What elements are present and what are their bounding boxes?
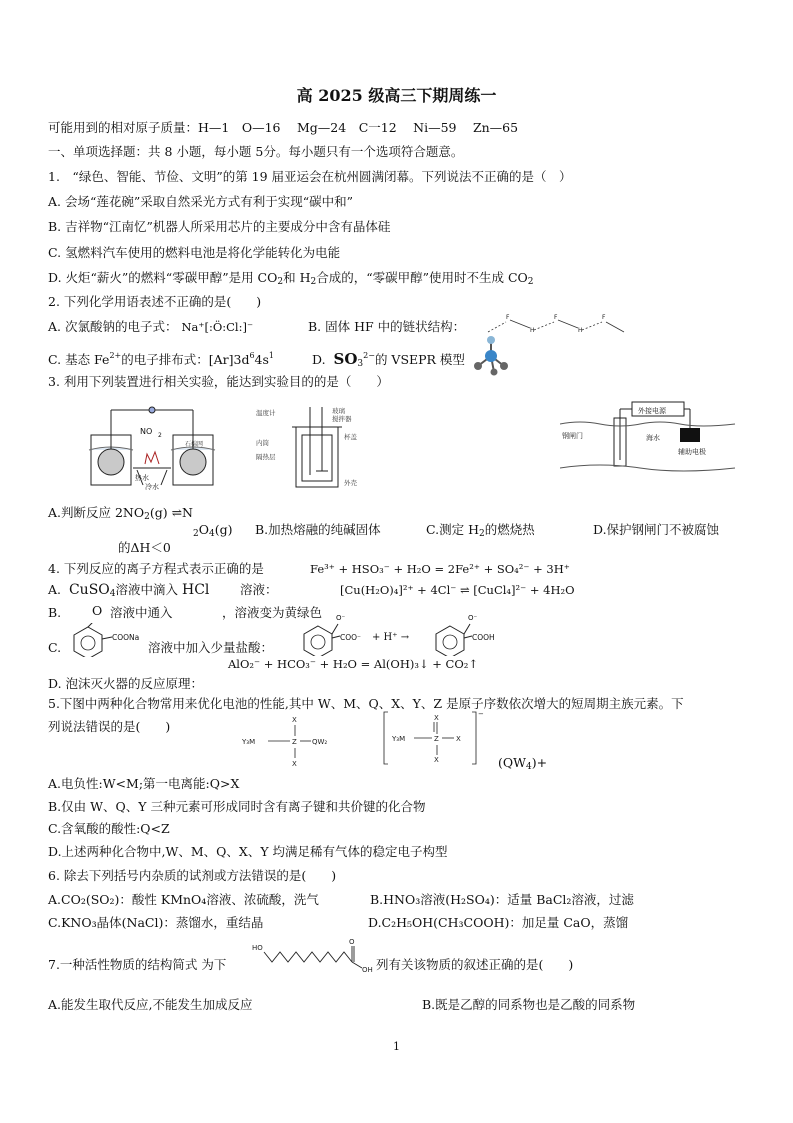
q2-option-d: D. $SO_3^{2-}$的 VSEPR 模型 (312, 350, 465, 369)
q4-option-b-o: O (92, 603, 103, 618)
s1-x-top: X (292, 716, 297, 724)
q4-option-a-equation: [Cu(H₂O)₄]²⁺ + 4Cl⁻ ⇌ [CuCl₄]²⁻ + 4H₂O (340, 583, 575, 597)
fig1-cold: 冷水 (145, 483, 159, 490)
page-title: 高 2025 级高三下期周练一 (296, 86, 497, 105)
c-coona-label: COONa (112, 633, 140, 642)
hf-f1: F (506, 314, 510, 321)
s1-x-bottom: X (292, 760, 297, 768)
q6-option-b: B.HNO₃溶液(H₂SO₄)：适量 BaCl₂溶液，过滤 (370, 892, 634, 907)
q3-option-a-end: $_2O_4(g)$ (193, 522, 233, 539)
s2-x-top: X (434, 714, 439, 722)
q1-option-c: C. 氢燃料汽车使用的燃料电池是将化学能转化为电能 (48, 245, 341, 260)
s2-x-bottom: X (434, 756, 439, 764)
q4-option-a: A. CuSO$_4$溶液中滴入 HCl (48, 582, 210, 599)
q4-option-d: D. 泡沫灭火器的反应原理： (48, 676, 204, 691)
fig3-gate: 钢闸门 (562, 432, 583, 440)
q7-stem-pre: 7.一种活性物质的结构简式 为下 (48, 957, 227, 972)
hf-f2: F (554, 314, 558, 321)
q4-stem-equation: Fe³⁺ + HSO₃⁻ + H₂O = 2Fe²⁺ + SO₄²⁻ + 3H⁺ (310, 562, 570, 576)
reactant-o-minus: O⁻ (336, 614, 346, 622)
fig2-lid: 杯盖 (344, 433, 357, 441)
q5-structure-1 (238, 712, 348, 770)
q7-option-b: B.既是乙醇的同系物也是乙酸的同系物 (422, 997, 636, 1012)
q2-option-a: A. 次氯酸钠的电子式： Na⁺[:Ö:Cl:]⁻ (48, 319, 254, 334)
reactant-structure (298, 610, 370, 656)
q5-option-b: B.仅由 W、Q、Y 三种元素可形成同时含有离子键和共价键的化合物 (48, 799, 426, 814)
s2-z: Z (434, 735, 439, 743)
cathodic-protection-apparatus (560, 398, 740, 473)
q2-option-c: C. 基态 $Fe^{2+}$的电子排布式：$[Ar]3d^64s^1$ (48, 351, 275, 367)
q2-stem: 2. 下列化学用语表述不正确的是( ) (48, 294, 262, 309)
product-structure (430, 610, 502, 656)
fig2-thermo: 温度计 (256, 409, 276, 417)
q4-option-c-mid: 溶液中加入少量盐酸： (148, 640, 274, 655)
q5-structure-2 (380, 708, 490, 768)
q5-option-a: A.电负性:W<M;第一电离能:Q>X (48, 776, 240, 791)
q7-stem-post: 列有关该物质的叙述正确的是( ) (376, 957, 574, 972)
q5-stem-1: 5.下图中两种化合物常用来优化电池的性能,其中 W、M、Q、X、Y、Z 是原子序数依次增大的短周期主族元素。下 (48, 696, 684, 711)
fig1-mesh: 石棉网 (185, 441, 204, 448)
hf-f3: F (602, 314, 606, 321)
q3-option-c: C.测定 $H_2$的燃烧热 (426, 522, 535, 539)
sodium-phenolate-benzoate-structure (68, 623, 140, 657)
fig2-glass: 玻璃 (332, 407, 345, 415)
fig3-power: 外接电源 (638, 407, 666, 415)
reactant-coo: COO⁻ (340, 633, 362, 642)
q4-option-b-mid: 溶液中通入 (110, 605, 173, 620)
q7-ho: HO (252, 944, 263, 952)
q4-option-a-post: 溶液： (240, 582, 278, 597)
s2-y3m: Y₃M (392, 735, 406, 743)
fig3-aux: 辅助电极 (678, 448, 706, 456)
q1-option-a: A. 会场“莲花碗”采取自然采光方式有利于实现“碳中和” (48, 194, 354, 209)
fig1-no2-label: NO (140, 427, 153, 436)
q1-option-d: D. 火炬“薪火”的燃料“零碳甲醇”是用 $CO_2$和 $H_2$合成的，“零碳甲醇”使用时不生成 $CO_2$ (48, 270, 534, 287)
q4-stem: 4. 下列反应的离子方程式表示正确的是 (48, 561, 264, 576)
s1-qw2: QW₂ (312, 738, 328, 746)
q5-stem-2: 列说法错误的是( ) (48, 719, 171, 734)
q3-option-a: A.判断反应 $2NO_2(g)$ ⇌N (48, 505, 193, 522)
q4-option-c-arrow: + H⁺ → (372, 632, 410, 643)
fig1-no2-sub: 2 (158, 432, 162, 439)
no2-equilibrium-apparatus (85, 400, 220, 490)
q2-option-b: B. 固体 HF 中的链状结构： (308, 319, 466, 334)
q1-stem: 1. “绿色、智能、节俭、文明”的第 19 届亚运会在杭州圆满闭幕。下列说法不正确的是（ ） (48, 169, 572, 184)
atomic-masses: 可能用到的相对原子质量：H—1 O—16 Mg—24 C一12 Ni—59 Zn—65 (48, 120, 519, 135)
q7-option-a: A.能发生取代反应,不能发生加成反应 (48, 997, 253, 1012)
q5-qw4: $(QW_4)+$ (498, 755, 548, 772)
fig2-insul: 隔热层 (256, 453, 276, 461)
page-number: 1 (393, 1040, 400, 1053)
fig1-hot: 热水 (135, 474, 149, 482)
q6-stem: 6. 除去下列括号内杂质的试剂或方法错误的是( ) (48, 868, 337, 883)
q4-option-b: B. (48, 605, 62, 620)
vsepr-model-figure (472, 336, 510, 376)
section-heading: 一、单项选择题：共 8 小题，每小题 5分。每小题只有一个选项符合题意。 (48, 144, 464, 159)
q3-option-a-dh: 的ΔH＜0 (118, 540, 171, 555)
q1-option-b: B. 吉祥物“江南忆”机器人所采用芯片的主要成分中含有晶体硅 (48, 219, 391, 234)
q3-option-d: D.保护钢闸门不被腐蚀 (593, 522, 720, 537)
q5-option-d: D.上述两种化合物中,W、M、Q、X、Y 均满足稀有气体的稳定电子构型 (48, 844, 448, 859)
fig2-outer: 外壳 (344, 479, 357, 487)
q4-option-c-label: C. (48, 640, 62, 655)
q4-option-b-post: ，溶液变为黄绿色 (222, 605, 323, 620)
q5-option-c: C.含氧酸的酸性:Q<Z (48, 821, 170, 836)
q6-option-d: D.C₂H₅OH(CH₃COOH)：加足量 CaO，蒸馏 (368, 915, 629, 930)
product-cooh: COOH (472, 633, 495, 642)
fig2-stirrer: 搅拌器 (332, 415, 352, 423)
hf-h2: H (578, 327, 583, 334)
q6-option-a: A.CO₂(SO₂)：酸性 KMnO₄溶液、浓硫酸，洗气 (48, 892, 319, 907)
q4-option-d-equation: AlO₂⁻ + HCO₃⁻ + H₂O = Al(OH)₃↓ + CO₂↑ (228, 657, 479, 671)
q6-option-c: C.KNO₃晶体(NaCl)：蒸馏水，重结晶 (48, 915, 264, 930)
q7-structure (250, 936, 380, 974)
s1-y3m: Y₃M (242, 738, 256, 746)
q7-o: O (349, 938, 355, 946)
q3-option-b: B.加热熔融的纯碱固体 (255, 522, 381, 537)
s2-charge: − (478, 710, 484, 718)
calorimeter-apparatus (252, 405, 367, 495)
fig3-sea: 海水 (646, 434, 660, 442)
fig2-inner: 内筒 (256, 439, 269, 447)
q7-oh: OH (362, 966, 373, 974)
s2-x-right: X (456, 735, 461, 743)
hf-chain-figure (480, 310, 630, 338)
hf-h1: H (530, 327, 535, 334)
q3-stem: 3. 利用下列装置进行相关实验，能达到实验目的的是（ ） (48, 374, 389, 389)
s1-z: Z (292, 738, 297, 746)
electron-formula: Na⁺[:Ö:Cl:]⁻ (181, 320, 254, 334)
product-o-minus: O⁻ (468, 614, 478, 622)
